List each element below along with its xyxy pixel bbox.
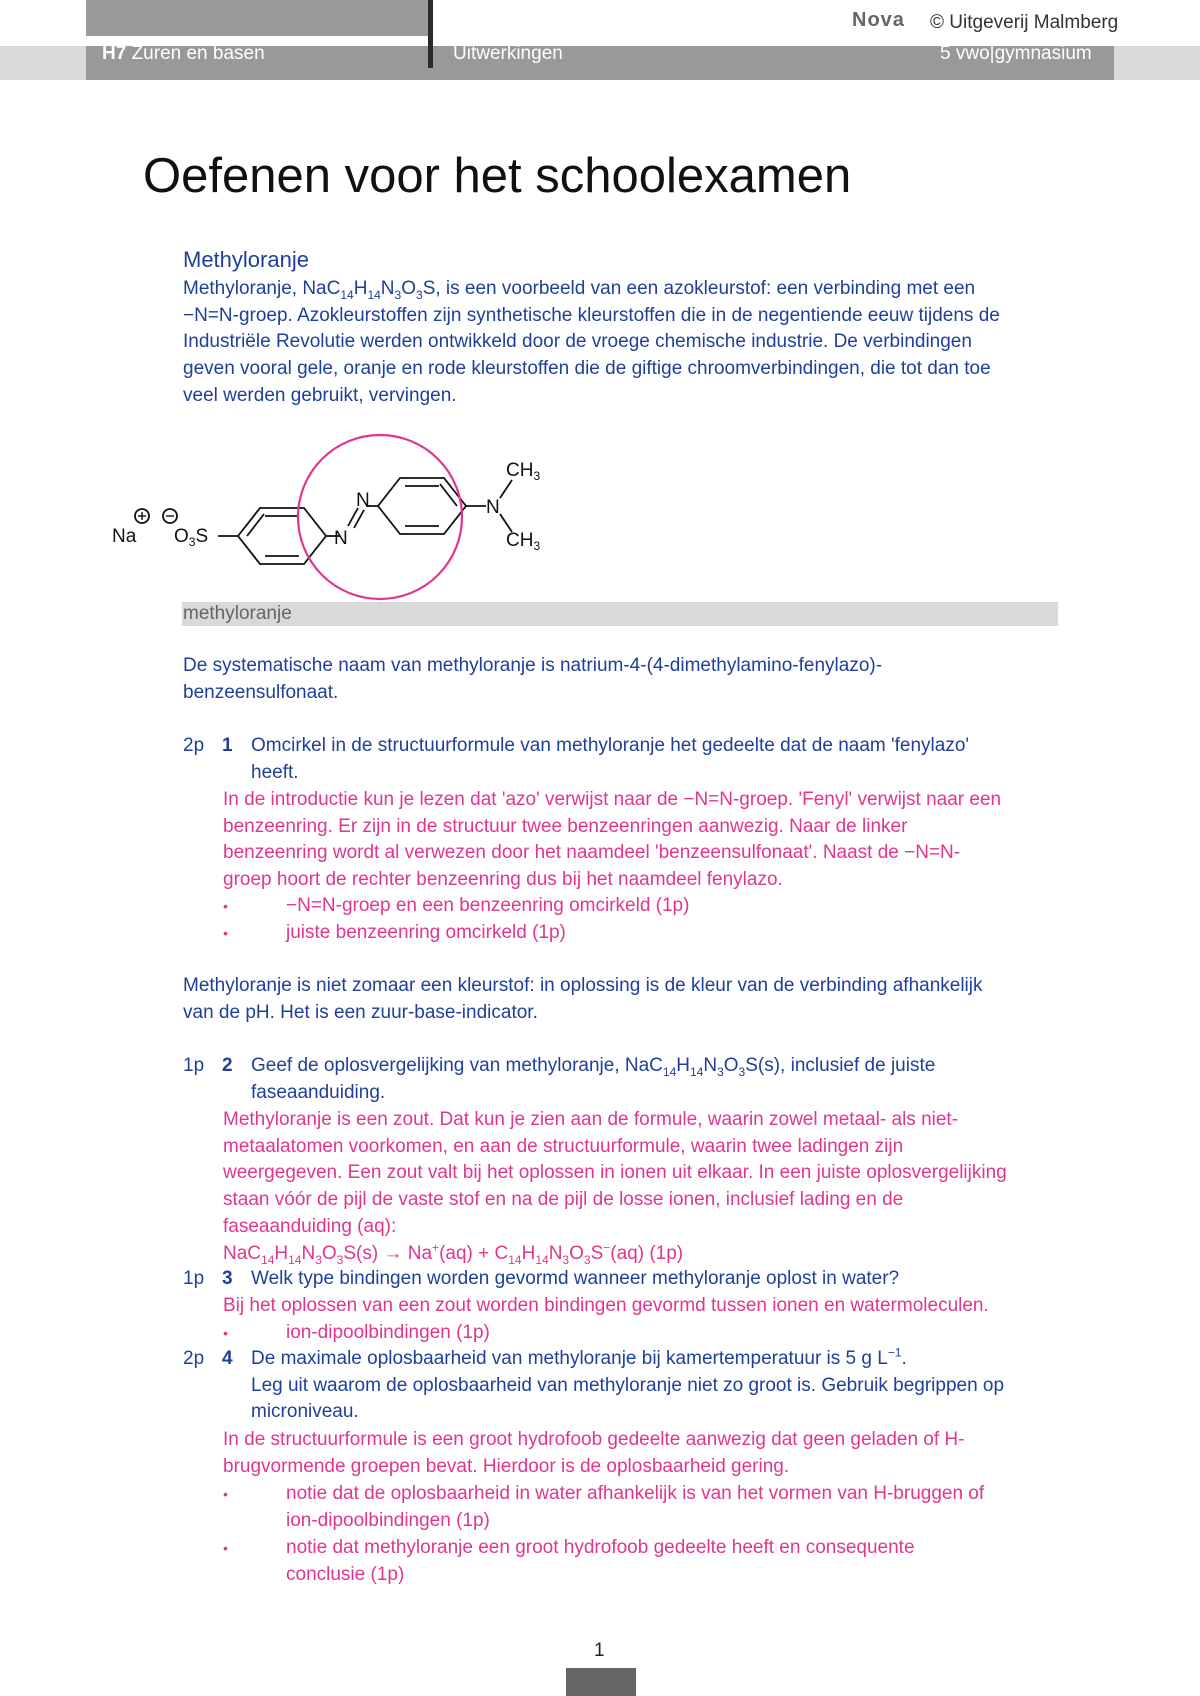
q1-number: 1 [222, 735, 233, 756]
q4-answer: In de structuurformule is een groot hydrofoob gedeelte aanwezig dat geen geladen of H- brugvormende groepen bevat. Hierdoor is de oplosbaarheid gering. [223, 1429, 965, 1477]
intro-line-2: −N=N-groep. Azokleurstoffen zijn synthetische kleurstoffen die in de negentiende eeuw tijdens de [183, 304, 1000, 326]
q2-equation: $NaC_{14}H_{14}N_3O_3S(s) \to Na^+(aq) + C_{14}H_{14}N_3O_3S^-(aq)$ (1p) [223, 1240, 684, 1267]
q4-bullet-2-symbol: • [223, 1540, 228, 1556]
q2-number: 2 [222, 1055, 233, 1076]
header-section: Uitwerkingen [453, 43, 563, 64]
brand-logo: Nova [852, 9, 905, 31]
intro-line-4: geven vooral gele, oranje en rode kleurstoffen die de giftige chroomverbindingen, die tot dan toe [183, 358, 991, 380]
header-divider [428, 0, 433, 68]
q3-bullet-1-symbol: • [223, 1325, 228, 1341]
ch3-top-label: $CH_3$ [506, 460, 541, 483]
intro-line-5: veel werden gebruikt, vervingen. [183, 384, 457, 406]
ph-paragraph: Methyloranje is niet zomaar een kleurstof: in oplossing is de kleur van de verbinding afhankelijk van de pH. Het is een zuur-base-indicator. [183, 975, 983, 1023]
q1-points: 2p [183, 735, 205, 756]
q3-text: Welk type bindingen worden gevormd wanneer methyloranje oplost in water? [251, 1268, 900, 1289]
ch3-bottom-label: $CH_3$ [506, 530, 541, 553]
fenylazo-circle [298, 435, 462, 599]
q4-bullet-1-symbol: • [223, 1486, 228, 1502]
caption-bar [182, 602, 1058, 626]
q1-answer: In de introductie kun je lezen dat 'azo' verwijst naar de −N=N-groep. 'Fenyl' verwijst naar een benzeenring. Er zijn in de structuur twee benzeenringen aanwezig. Naar de linker benzeenring wordt al verwezen door het naamdeel 'benzeensulfonaat'. Naast de −N=N- groep hoort de rechter benzeenring dus bij het naamdeel fenylazo. [223, 789, 1002, 891]
systematic-name: De systematische naam van methyloranje is natrium-4-(4-dimethylamino-fenylazo)- benzeensulfonaat. [183, 655, 883, 703]
q4-text: De maximale oplosbaarheid van methyloranje bij kamertemperatuur is 5 g $L^{-1}$. Leg uit waarom de oplosbaarheid van methyloranje niet zo groot is. Gebruik begrippen op microniveau. [251, 1345, 1005, 1423]
intro-line-3: Industriële Revolutie werden ontwikkeld door de vroege chemische industrie. De verbindingen [183, 331, 972, 353]
q4-number: 4 [222, 1348, 233, 1369]
page-number: 1 [594, 1640, 605, 1661]
section-heading: Methyloranje [183, 247, 309, 272]
n-bottom-label: N [334, 528, 348, 549]
methyl-orange-structure [108, 428, 568, 604]
o3s-label: $O_3S$ [174, 526, 209, 549]
n-amine-label: N [486, 497, 500, 518]
footer-tab [566, 1668, 636, 1696]
na-label: Na [112, 526, 137, 547]
q2-text: Geef de oplosvergelijking van methyloranje, $NaC_{14}H_{14}N_3O_3S(s)$, inclusief de juiste faseaanduiding. [251, 1055, 936, 1103]
intro-paragraph [183, 276, 1083, 410]
header-chapter: H7 Zuren en basen [102, 43, 265, 64]
n-top-label: N [356, 490, 370, 511]
q2-answer: Methyloranje is een zout. Dat kun je zien aan de formule, waarin zowel metaal- als niet- metaalatomen voorkomen, en aan de structuurformule, waarin twee ladingen zijn weergegeven. Een zout valt bij het oplossen in ionen uit elkaar. In een juiste oplosvergelijking staan vóór de pijl de vaste stof en na de pijl de losse ionen, inclusief lading en de faseaanduiding (aq): $NaC_{14}H_{14}N_3O_3S(s) \to Na^+(aq) + C_{14}H_{14}N_3O_3S^-(aq)$ (1p) [223, 1107, 1063, 1267]
q1-bullet-2: juiste benzeenring omcirkeld (1p) [286, 922, 566, 943]
q2-points: 1p [183, 1055, 205, 1076]
q3-answer: Bij het oplossen van een zout worden bindingen gevormd tussen ionen en watermoleculen. [223, 1295, 989, 1316]
figure-caption: methyloranje [183, 603, 292, 624]
q1-text: Omcirkel in de structuurformule van methyloranje het gedeelte dat de naam 'fenylazo' heeft. [251, 735, 970, 783]
q1-bullet-1-symbol: • [223, 898, 228, 914]
publisher: © Uitgeverij Malmberg [930, 12, 1119, 33]
header-level: 5 vwo|gymnasium [940, 43, 1092, 64]
q1-bullet-2-symbol: • [223, 925, 228, 941]
q4-points: 2p [183, 1348, 205, 1369]
q4-bullet-2: notie dat methyloranje een groot hydrofoob gedeelte heeft en consequente conclusie (1p) [286, 1537, 915, 1585]
header-top-block [86, 0, 428, 36]
q3-points: 1p [183, 1268, 205, 1289]
q3-number: 3 [222, 1268, 233, 1289]
q3-bullet-1: ion-dipoolbindingen (1p) [286, 1322, 490, 1343]
intro-line-1: Methyloranje, $NaC_{14}H_{14}N_3O_3S$, is een voorbeeld van een azokleurstof: een verbinding met een [183, 278, 976, 302]
q4-bullet-1: notie dat de oplosbaarheid in water afhankelijk is van het vormen van H-bruggen of ion-dipoolbindingen (1p) [286, 1483, 985, 1531]
q1-bullet-1: −N=N-groep en een benzeenring omcirkeld (1p) [286, 895, 690, 916]
page-title: Oefenen voor het schoolexamen [143, 149, 852, 203]
